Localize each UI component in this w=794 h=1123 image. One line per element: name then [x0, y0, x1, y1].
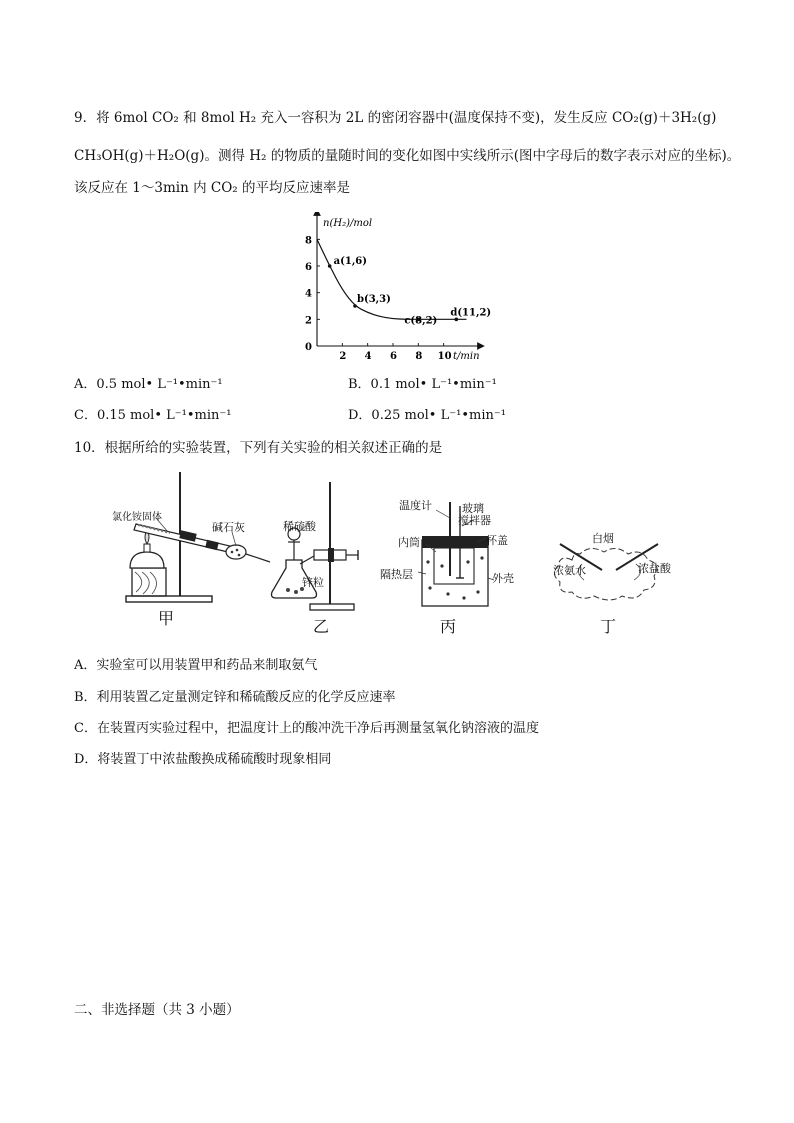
label-glass: 玻璃 — [462, 502, 484, 515]
q9-stem-line2: CH₃OH(g)＋H₂O(g)。测得 H₂ 的物质的量随时间的变化如图中实线所示(图中字母后的数字表示对应的坐标)。 — [74, 148, 741, 164]
y-tick-label: 4 — [305, 288, 312, 300]
label-white-smoke: 白烟 — [592, 532, 614, 545]
label-thermometer: 温度计 — [399, 499, 432, 512]
label-conc-hydrochloric: 浓盐酸 — [638, 562, 671, 575]
q9-option-a[interactable]: A．0.5 mol• L⁻¹•min⁻¹ — [74, 377, 223, 392]
data-point-label: a(1,6) — [333, 256, 368, 267]
q9-stem-line1: 9．将 6mol CO₂ 和 8mol H₂ 充入一容积为 2L 的密闭容器中(温度保持不变)，发生反应 CO₂(g)＋3H₂(g) — [74, 110, 717, 126]
apparatus-jia — [110, 468, 280, 608]
caption-yi: 乙 — [313, 617, 330, 636]
q9-option-c[interactable]: C．0.15 mol• L⁻¹•min⁻¹ — [74, 408, 232, 423]
label-soda-lime: 碱石灰 — [212, 521, 245, 534]
label-inner-cup: 内筒 — [398, 536, 420, 549]
x-tick-label: 4 — [364, 351, 372, 362]
origin-label: 0 — [305, 342, 312, 353]
x-tick-label: 10 — [437, 351, 452, 362]
apparatus-yi — [270, 476, 370, 616]
data-point-label: b(3,3) — [357, 294, 391, 305]
x-tick-label: 8 — [415, 351, 423, 362]
label-ammonium-chloride: 氯化铵固体 — [112, 512, 162, 523]
q10-stem: 10．根据所给的实验装置，下列有关实验的相关叙述正确的是 — [74, 440, 443, 456]
section-title-nonchoice: 二、非选择题（共 3 小题） — [74, 1002, 240, 1018]
y-tick-label: 6 — [305, 262, 312, 273]
h2-curve — [317, 239, 466, 319]
y-tick-label: 8 — [305, 235, 312, 247]
x-axis-label: t/min — [453, 351, 480, 362]
q9-option-d[interactable]: D．0.25 mol• L⁻¹•min⁻¹ — [348, 408, 506, 423]
y-tick-label: 2 — [305, 315, 312, 327]
data-point-label: c(8,2) — [404, 315, 438, 327]
x-tick-label: 2 — [339, 351, 347, 362]
label-dilute-sulfuric-acid: 稀硫酸 — [283, 520, 316, 533]
label-insulation: 隔热层 — [380, 568, 413, 581]
q9-stem-line3: 该反应在 1～3min 内 CO₂ 的平均反应速率是 — [74, 180, 350, 196]
data-point-label: d(11,2) — [450, 307, 492, 319]
q10-option-d[interactable]: D．将装置丁中浓盐酸换成稀硫酸时现象相同 — [74, 752, 332, 767]
label-stirrer: 搅拌器 — [458, 514, 491, 527]
caption-jia: 甲 — [158, 609, 175, 628]
x-tick-label: 6 — [390, 351, 397, 362]
data-point — [328, 264, 332, 268]
label-conc-ammonia: 浓氨水 — [553, 564, 586, 577]
label-outer-shell: 外壳 — [492, 572, 514, 585]
caption-bing: 丙 — [440, 617, 457, 636]
caption-ding: 丁 — [600, 617, 617, 636]
q10-option-b[interactable]: B．利用装置乙定量测定锌和稀硫酸反应的化学反应速率 — [74, 690, 396, 705]
label-lid: 杯盖 — [486, 534, 508, 547]
q10-option-a[interactable]: A．实验室可以用装置甲和药品来制取氨气 — [74, 658, 318, 673]
q9-option-b[interactable]: B．0.1 mol• L⁻¹•min⁻¹ — [348, 377, 497, 392]
y-axis-label: n(H₂)/mol — [323, 218, 373, 229]
h2-amount-chart — [295, 212, 495, 368]
label-zinc-granules: 锌粒 — [302, 576, 324, 589]
q10-option-c[interactable]: C．在装置丙实验过程中，把温度计上的酸冲洗干净后再测量氢氧化钠溶液的温度 — [74, 721, 539, 736]
